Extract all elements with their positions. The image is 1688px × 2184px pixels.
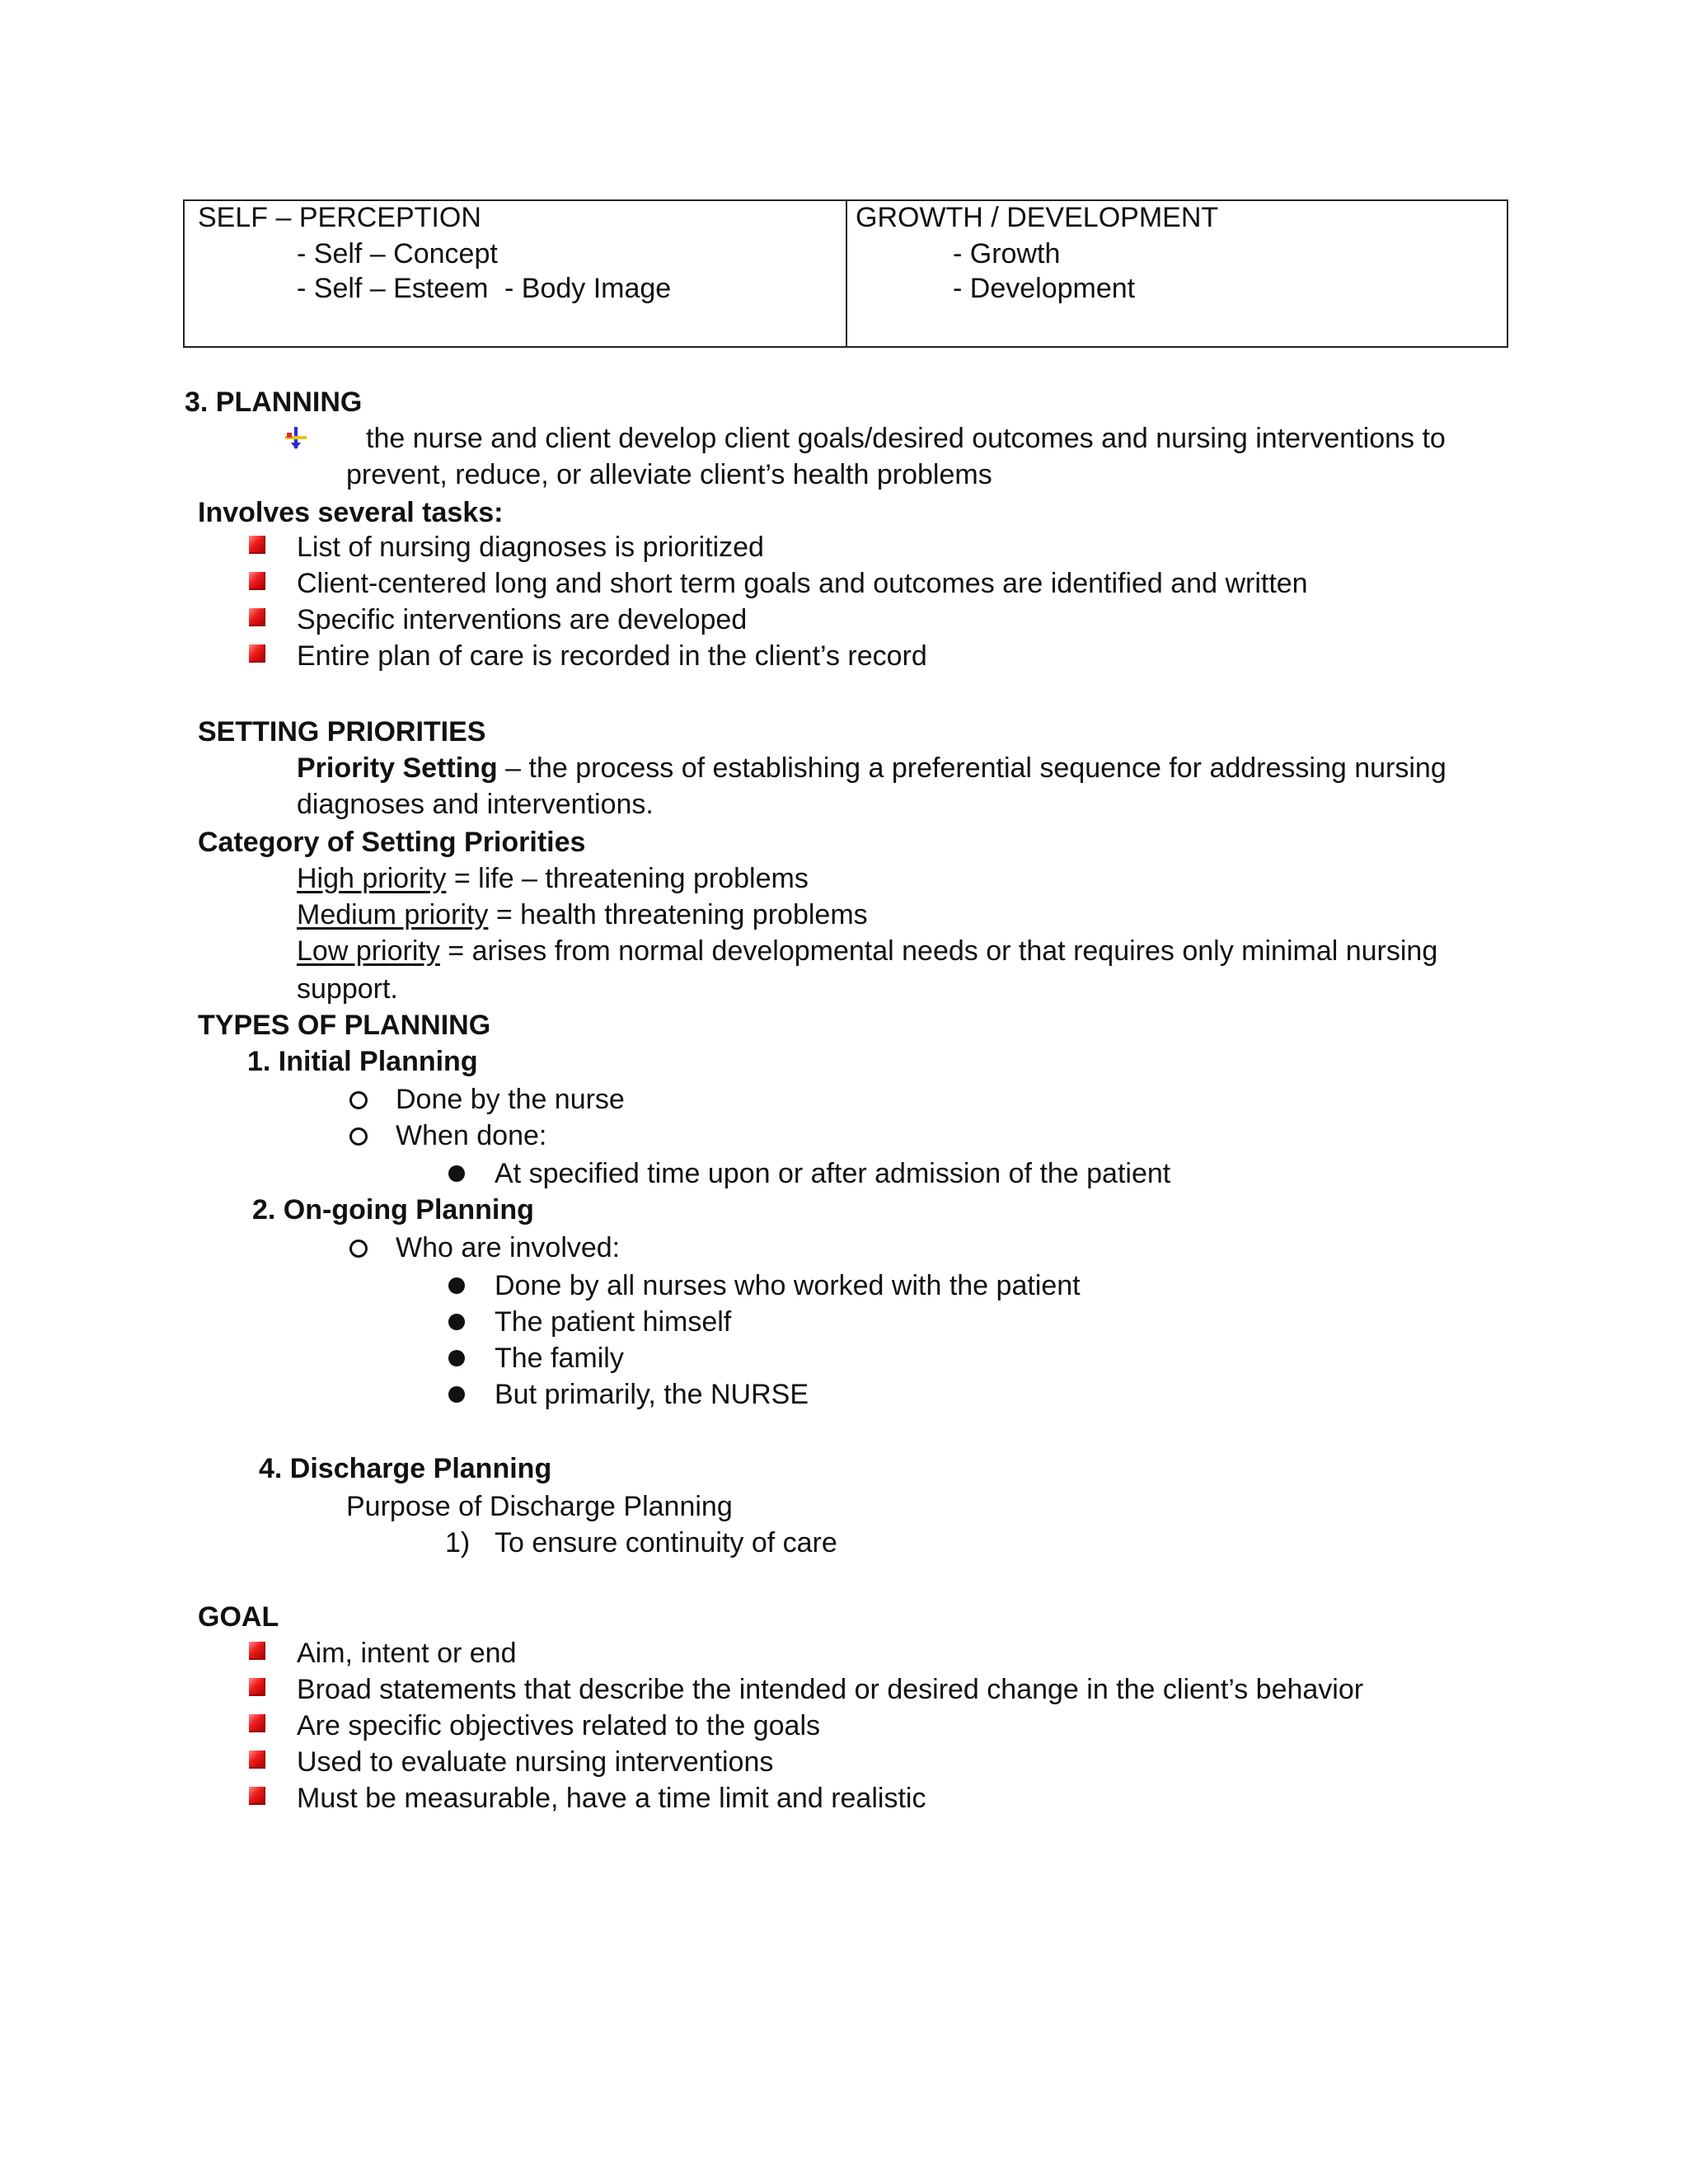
task-item: Client-centered long and short term goals and outcomes are identified and written — [297, 568, 1308, 599]
dot-bullet-icon — [448, 1386, 465, 1403]
table-left-line2b: - Body Image — [504, 273, 672, 304]
discharge-planning-heading: 4. Discharge Planning — [259, 1453, 552, 1484]
goal-item: Are specific objectives related to the goals — [297, 1710, 821, 1741]
red-square-bullet-icon — [249, 1750, 265, 1769]
low-priority-label: Low priority — [297, 935, 440, 967]
low-priority-row — [297, 933, 1437, 969]
red-square-bullet-icon — [249, 1714, 265, 1732]
initial-planning-heading: 1. Initial Planning — [247, 1046, 478, 1077]
dot-bullet-icon — [448, 1165, 465, 1182]
table-right-line1: - Growth — [953, 238, 1061, 269]
red-square-bullet-icon — [249, 644, 265, 663]
initial-item: When done: — [396, 1120, 547, 1151]
red-square-bullet-icon — [249, 536, 265, 554]
initial-sub-item: At specified time upon or after admission of the patient — [495, 1158, 1171, 1189]
discharge-purpose: Purpose of Discharge Planning — [346, 1491, 733, 1522]
dot-bullet-icon — [448, 1277, 465, 1294]
goal-item: Used to evaluate nursing interventions — [297, 1746, 774, 1778]
red-square-bullet-icon — [249, 1678, 265, 1696]
planning-definition-line2: prevent, reduce, or alleviate client’s health problems — [346, 459, 992, 490]
high-priority-label: High priority — [297, 863, 447, 894]
dot-bullet-icon — [448, 1350, 465, 1366]
table-left-line1: - Self – Concept — [297, 238, 498, 269]
planning-definition-line1: the nurse and client develop client goals/desired outcomes and nursing interventions to — [366, 423, 1446, 454]
table-left-line2: - Self – Esteem — [297, 273, 489, 304]
priority-setting-definition-line2: diagnoses and interventions. — [297, 789, 654, 820]
category-heading: Category of Setting Priorities — [198, 827, 586, 858]
task-item: List of nursing diagnoses is prioritized — [297, 532, 764, 563]
priority-setting-definition — [297, 750, 1447, 786]
dot-bullet-icon — [448, 1314, 465, 1330]
cross-arrow-icon — [284, 425, 308, 450]
ongoing-sub-item: But primarily, the NURSE — [495, 1379, 809, 1410]
red-square-bullet-icon — [249, 572, 265, 590]
table-left-title: SELF – PERCEPTION — [198, 202, 481, 233]
goal-item: Broad statements that describe the intended or desired change in the client’s behavior — [297, 1674, 1364, 1705]
medium-priority-label: Medium priority — [297, 899, 489, 930]
table-right-line2: - Development — [953, 273, 1136, 304]
initial-item: Done by the nurse — [396, 1084, 625, 1115]
ongoing-sub-item: The family — [495, 1343, 624, 1374]
goal-item: Must be measurable, have a time limit and realistic — [297, 1783, 926, 1814]
circle-bullet-icon — [349, 1091, 368, 1109]
tasks-heading: Involves several tasks: — [198, 497, 504, 528]
setting-priorities-heading: SETTING PRIORITIES — [198, 716, 486, 748]
ongoing-planning-heading: 2. On-going Planning — [252, 1194, 534, 1226]
table-divider — [846, 201, 847, 346]
red-square-bullet-icon — [249, 1787, 265, 1805]
types-heading: TYPES OF PLANNING — [198, 1010, 491, 1041]
red-square-bullet-icon — [249, 608, 265, 626]
ongoing-sub-item: The patient himself — [495, 1306, 732, 1338]
priority-setting-text: – the process of establishing a preferential sequence for addressing nursing — [497, 752, 1447, 784]
table-right-title: GROWTH / DEVELOPMENT — [856, 202, 1219, 233]
circle-bullet-icon — [349, 1127, 368, 1146]
high-priority-row — [297, 860, 809, 897]
planning-heading: 3. PLANNING — [185, 387, 363, 418]
high-priority-text: = life – threatening problems — [446, 863, 809, 894]
ongoing-item: Who are involved: — [396, 1232, 621, 1263]
goal-item: Aim, intent or end — [297, 1638, 517, 1669]
priority-setting-term: Priority Setting — [297, 752, 498, 784]
ongoing-sub-item: Done by all nurses who worked with the patient — [495, 1270, 1081, 1301]
medium-priority-row — [297, 897, 868, 933]
goal-heading: GOAL — [198, 1601, 279, 1633]
low-priority-text: = arises from normal developmental needs or that requires only minimal nursing — [439, 935, 1438, 967]
medium-priority-text: = health threatening problems — [488, 899, 868, 930]
task-item: Entire plan of care is recorded in the client’s record — [297, 640, 927, 672]
circle-bullet-icon — [349, 1240, 368, 1258]
discharge-item-number: 1) — [445, 1527, 471, 1558]
red-square-bullet-icon — [249, 1642, 265, 1660]
discharge-item: To ensure continuity of care — [495, 1527, 837, 1558]
low-priority-text-line2: support. — [297, 973, 398, 1005]
task-item: Specific interventions are developed — [297, 604, 748, 635]
